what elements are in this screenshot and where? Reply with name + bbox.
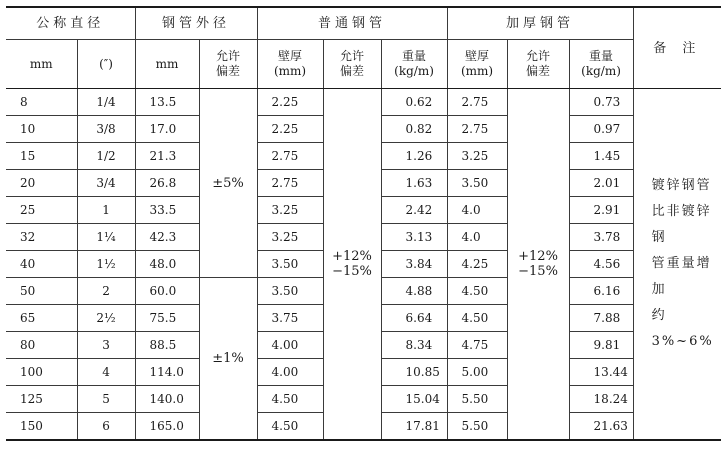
cell-nominal-inch: 3/4 (77, 170, 135, 197)
cell-thick-weight: 18.24 (569, 386, 633, 413)
cell-thick-wall: 3.50 (447, 170, 507, 197)
cell-thick-wall: 4.25 (447, 251, 507, 278)
header-row-2 (6, 40, 721, 89)
cell-thick-wall: 4.75 (447, 332, 507, 359)
cell-outer-diameter: 42.3 (135, 224, 199, 251)
cell-nominal-mm: 32 (6, 224, 77, 251)
cell-thick-wall: 2.75 (447, 116, 507, 143)
cell-ordinary-weight: 8.34 (381, 332, 447, 359)
cell-outer-diameter: 48.0 (135, 251, 199, 278)
cell-thick-wall: 4.50 (447, 305, 507, 332)
header-thickened-pipe: 加厚钢管 (447, 7, 633, 40)
cell-nominal-mm: 65 (6, 305, 77, 332)
header-remark: 备 注 (633, 7, 721, 89)
cell-ordinary-weight: 1.63 (381, 170, 447, 197)
cell-nominal-inch: 2½ (77, 305, 135, 332)
cell-thick-weight: 21.63 (569, 413, 633, 441)
cell-nominal-inch: 1½ (77, 251, 135, 278)
cell-nominal-mm: 100 (6, 359, 77, 386)
cell-ordinary-weight: 6.64 (381, 305, 447, 332)
cell-thick-weight-tolerance: +12% −15% (507, 89, 569, 441)
cell-thick-wall: 5.00 (447, 359, 507, 386)
cell-nominal-inch: 1/4 (77, 89, 135, 116)
cell-nominal-inch: 2 (77, 278, 135, 305)
cell-thick-weight: 0.73 (569, 89, 633, 116)
cell-thick-weight: 4.56 (569, 251, 633, 278)
cell-thick-wall: 2.75 (447, 89, 507, 116)
cell-ordinary-wall: 2.75 (257, 143, 323, 170)
header-dn-mm: mm (6, 40, 77, 89)
cell-outer-diameter: 114.0 (135, 359, 199, 386)
cell-ordinary-weight: 0.62 (381, 89, 447, 116)
cell-ordinary-wall: 4.50 (257, 413, 323, 441)
cell-ordinary-wall: 3.75 (257, 305, 323, 332)
cell-nominal-inch: 5 (77, 386, 135, 413)
cell-nominal-inch: 1¼ (77, 224, 135, 251)
cell-outer-diameter: 26.8 (135, 170, 199, 197)
cell-nominal-inch: 6 (77, 413, 135, 441)
header-outer-diameter: 钢管外径 (135, 7, 257, 40)
cell-nominal-mm: 40 (6, 251, 77, 278)
cell-ordinary-wall: 2.75 (257, 170, 323, 197)
table-body (6, 89, 721, 441)
cell-ordinary-wall: 3.25 (257, 224, 323, 251)
cell-ordinary-weight: 3.84 (381, 251, 447, 278)
cell-nominal-inch: 1/2 (77, 143, 135, 170)
header-row-1 (6, 7, 721, 40)
cell-outer-diameter: 21.3 (135, 143, 199, 170)
cell-thick-weight: 0.97 (569, 116, 633, 143)
cell-ordinary-weight: 2.42 (381, 197, 447, 224)
cell-nominal-mm: 150 (6, 413, 77, 441)
cell-outer-diameter: 88.5 (135, 332, 199, 359)
cell-nominal-inch: 3 (77, 332, 135, 359)
cell-nominal-mm: 8 (6, 89, 77, 116)
cell-thick-wall: 3.25 (447, 143, 507, 170)
cell-thick-weight: 2.91 (569, 197, 633, 224)
cell-thick-weight: 2.01 (569, 170, 633, 197)
cell-ordinary-weight: 0.82 (381, 116, 447, 143)
cell-nominal-mm: 15 (6, 143, 77, 170)
header-ordinary-weight: 重量 (kg/m) (381, 40, 447, 89)
header-dn-inch: (″) (77, 40, 135, 89)
cell-thick-wall: 4.0 (447, 197, 507, 224)
cell-od-tolerance-small: ±5% (199, 89, 257, 278)
cell-ordinary-weight: 17.81 (381, 413, 447, 441)
cell-outer-diameter: 140.0 (135, 386, 199, 413)
cell-ordinary-weight: 3.13 (381, 224, 447, 251)
cell-ordinary-wall: 4.00 (257, 359, 323, 386)
header-od-tolerance: 允许 偏差 (199, 40, 257, 89)
header-ordinary-tolerance: 允许 偏差 (323, 40, 381, 89)
cell-nominal-mm: 125 (6, 386, 77, 413)
cell-thick-wall: 4.0 (447, 224, 507, 251)
cell-nominal-inch: 1 (77, 197, 135, 224)
cell-ordinary-wall: 3.50 (257, 251, 323, 278)
cell-thick-wall: 5.50 (447, 413, 507, 441)
cell-outer-diameter: 13.5 (135, 89, 199, 116)
cell-nominal-mm: 50 (6, 278, 77, 305)
header-ordinary-pipe: 普通钢管 (257, 7, 447, 40)
cell-ordinary-wall: 2.25 (257, 89, 323, 116)
cell-thick-weight: 1.45 (569, 143, 633, 170)
cell-thick-weight: 7.88 (569, 305, 633, 332)
steel-pipe-spec-table (6, 6, 721, 441)
cell-nominal-mm: 20 (6, 170, 77, 197)
cell-ordinary-wall: 2.25 (257, 116, 323, 143)
cell-nominal-mm: 10 (6, 116, 77, 143)
cell-ordinary-wall: 4.50 (257, 386, 323, 413)
cell-nominal-mm: 80 (6, 332, 77, 359)
header-nominal-diameter: 公称直径 (6, 7, 135, 40)
cell-thick-weight: 13.44 (569, 359, 633, 386)
cell-ordinary-weight: 1.26 (381, 143, 447, 170)
cell-ordinary-weight-tolerance: +12% −15% (323, 89, 381, 441)
cell-ordinary-wall: 3.25 (257, 197, 323, 224)
cell-outer-diameter: 17.0 (135, 116, 199, 143)
cell-thick-wall: 5.50 (447, 386, 507, 413)
cell-outer-diameter: 75.5 (135, 305, 199, 332)
cell-nominal-mm: 25 (6, 197, 77, 224)
cell-nominal-inch: 3/8 (77, 116, 135, 143)
table-row (6, 89, 721, 116)
cell-thick-weight: 3.78 (569, 224, 633, 251)
header-thick-weight: 重量 (kg/m) (569, 40, 633, 89)
cell-ordinary-wall: 4.00 (257, 332, 323, 359)
cell-od-tolerance-large: ±1% (199, 278, 257, 441)
cell-outer-diameter: 165.0 (135, 413, 199, 441)
cell-thick-weight: 9.81 (569, 332, 633, 359)
cell-ordinary-weight: 4.88 (381, 278, 447, 305)
cell-ordinary-weight: 10.85 (381, 359, 447, 386)
cell-ordinary-wall: 3.50 (257, 278, 323, 305)
cell-thick-weight: 6.16 (569, 278, 633, 305)
header-ordinary-wall: 壁厚 (mm) (257, 40, 323, 89)
header-thick-wall: 壁厚 (mm) (447, 40, 507, 89)
cell-nominal-inch: 4 (77, 359, 135, 386)
cell-remark-note: 镀锌钢管 比非镀锌钢 管重量增加 约3%~6% (633, 89, 721, 441)
cell-outer-diameter: 33.5 (135, 197, 199, 224)
cell-thick-wall: 4.50 (447, 278, 507, 305)
header-thick-tolerance: 允许 偏差 (507, 40, 569, 89)
header-od-mm: mm (135, 40, 199, 89)
cell-outer-diameter: 60.0 (135, 278, 199, 305)
cell-ordinary-weight: 15.04 (381, 386, 447, 413)
